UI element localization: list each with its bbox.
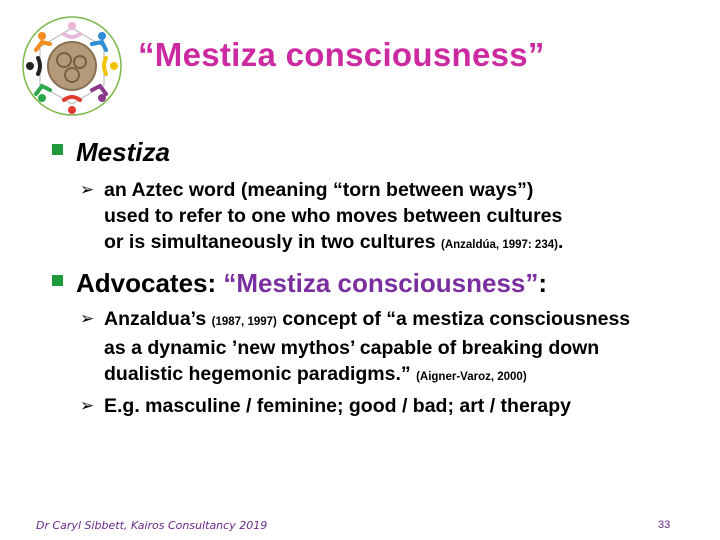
text-line: [104, 361, 704, 390]
text-end: .: [557, 231, 564, 253]
page-number: 33: [658, 519, 671, 531]
text-line: [104, 306, 704, 335]
text-line: used to refer to one who moves between cultures: [104, 205, 563, 227]
text-line: as a dynamic ’new mythos’ capable of breaking down: [104, 337, 600, 359]
square-bullet-icon: [52, 144, 63, 155]
kairos-logo-icon: [20, 14, 124, 118]
arrow-bullet-icon: ➢: [80, 180, 95, 199]
text-line: [104, 229, 704, 258]
footer-credit: Dr Caryl Sibbett, Kairos Consultancy 2019: [36, 519, 268, 532]
text-main: Anzaldua’s: [104, 308, 212, 330]
text-main: or is simultaneously in two cultures: [104, 231, 441, 253]
text-line: an Aztec word (meaning “torn between ways”): [104, 179, 534, 201]
bullet-heading-prefix: Advocates:: [76, 268, 224, 298]
text-main: concept of “a mestiza consciousness: [276, 308, 631, 330]
square-bullet-icon: [52, 275, 63, 286]
citation: (Anzaldúa, 1997: 234): [440, 239, 558, 251]
citation: (1987, 1997): [211, 316, 277, 328]
arrow-bullet-icon: ➢: [80, 396, 95, 415]
bullet-heading-accent: “Mestiza consciousness”: [223, 268, 539, 298]
text-main: dualistic hegemonic paradigms.”: [104, 363, 417, 385]
citation: (Aigner-Varoz, 2000): [416, 371, 527, 383]
arrow-bullet-icon: ➢: [80, 309, 95, 328]
bullet-heading: Mestiza: [76, 137, 170, 167]
text-line: E.g. masculine / feminine; good / bad; art / therapy: [104, 395, 571, 417]
bullet-heading-suffix: :: [538, 268, 548, 298]
slide-title: “Mestiza consciousness”: [138, 36, 545, 73]
